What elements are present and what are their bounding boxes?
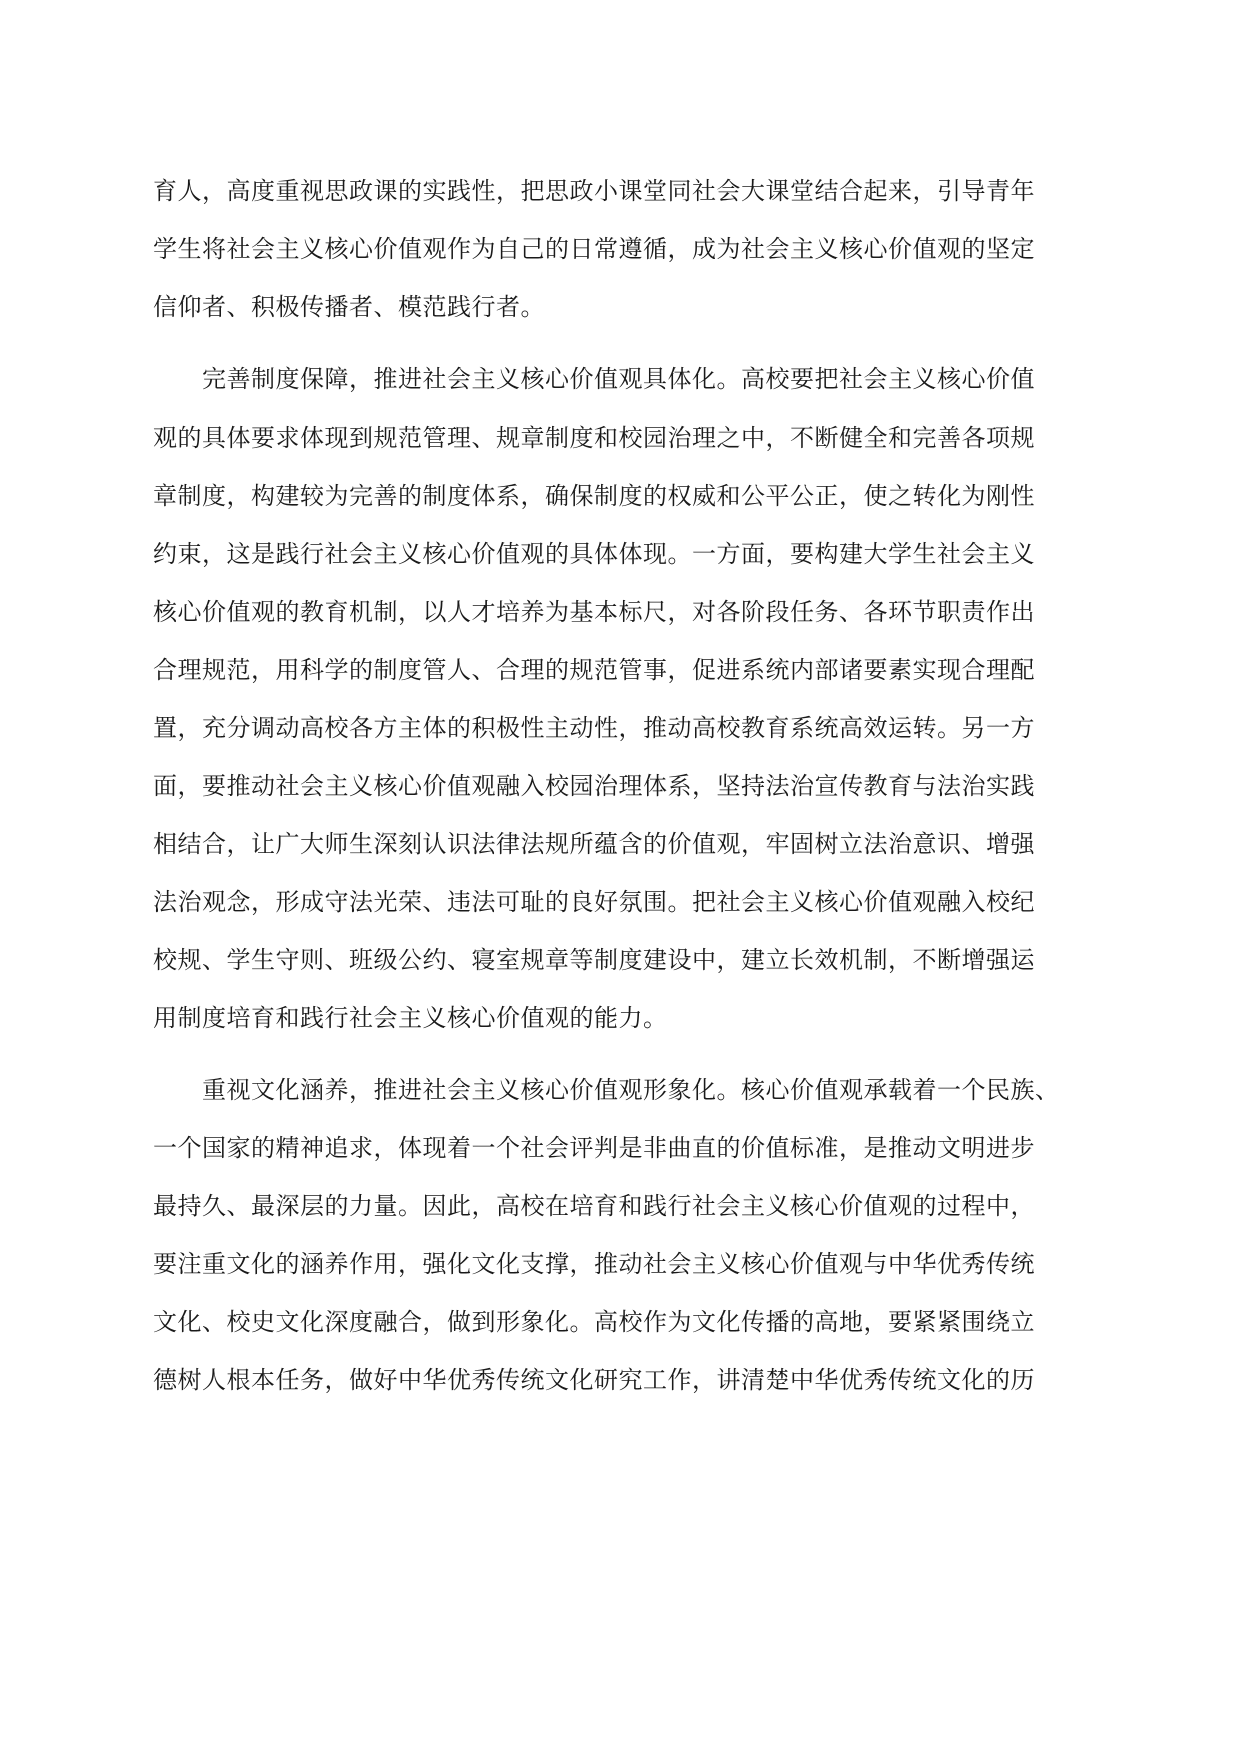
text-line: 文化、校史文化深度融合，做到形象化。高校作为文化传播的高地，要紧紧围绕立 — [153, 1308, 1035, 1336]
text-line: 合理规范，用科学的制度管人、合理的规范管事，促进系统内部诸要素实现合理配 — [153, 656, 1035, 684]
text-line: 核心价值观的教育机制，以人才培养为基本标尺，对各阶段任务、各环节职责作出 — [153, 598, 1035, 626]
text-line: 面，要推动社会主义核心价值观融入校园治理体系，坚持法治宣传教育与法治实践 — [153, 772, 1035, 800]
text-line: 最持久、最深层的力量。因此，高校在培育和践行社会主义核心价值观的过程中， — [153, 1192, 1035, 1220]
text-line: 学生将社会主义核心价值观作为自己的日常遵循，成为社会主义核心价值观的坚定 — [153, 235, 1035, 263]
text-line: 章制度，构建较为完善的制度体系，确保制度的权威和公平公正，使之转化为刚性 — [153, 482, 1035, 510]
paragraph-heading-line: 完善制度保障，推进社会主义核心价值观具体化。高校要把社会主义核心价值 — [202, 365, 1035, 393]
text-line: 德树人根本任务，做好中华优秀传统文化研究工作，讲清楚中华优秀传统文化的历 — [153, 1366, 1035, 1394]
text-line: 一个国家的精神追求，体现着一个社会评判是非曲直的价值标准，是推动文明进步 — [153, 1134, 1035, 1162]
text-line: 约束，这是践行社会主义核心价值观的具体体现。一方面，要构建大学生社会主义 — [153, 540, 1035, 568]
paragraph-heading-line: 重视文化涵养，推进社会主义核心价值观形象化。核心价值观承载着一个民族、 — [202, 1076, 1060, 1104]
text-line: 要注重文化的涵养作用，强化文化支撑，推动社会主义核心价值观与中华优秀传统 — [153, 1250, 1035, 1278]
text-line: 相结合，让广大师生深刻认识法律法规所蕴含的价值观，牢固树立法治意识、增强 — [153, 830, 1035, 858]
text-line: 育人，高度重视思政课的实践性，把思政小课堂同社会大课堂结合起来，引导青年 — [153, 177, 1035, 205]
text-line: 法治观念，形成守法光荣、违法可耻的良好氛围。把社会主义核心价值观融入校纪 — [153, 888, 1035, 916]
text-line: 信仰者、积极传播者、模范践行者。 — [153, 293, 545, 321]
text-line: 校规、学生守则、班级公约、寝室规章等制度建设中，建立长效机制，不断增强运 — [153, 946, 1035, 974]
text-line: 观的具体要求体现到规范管理、规章制度和校园治理之中，不断健全和完善各项规 — [153, 424, 1035, 452]
text-line: 置，充分调动高校各方主体的积极性主动性，推动高校教育系统高效运转。另一方 — [153, 714, 1035, 742]
text-line: 用制度培育和践行社会主义核心价值观的能力。 — [153, 1004, 668, 1032]
